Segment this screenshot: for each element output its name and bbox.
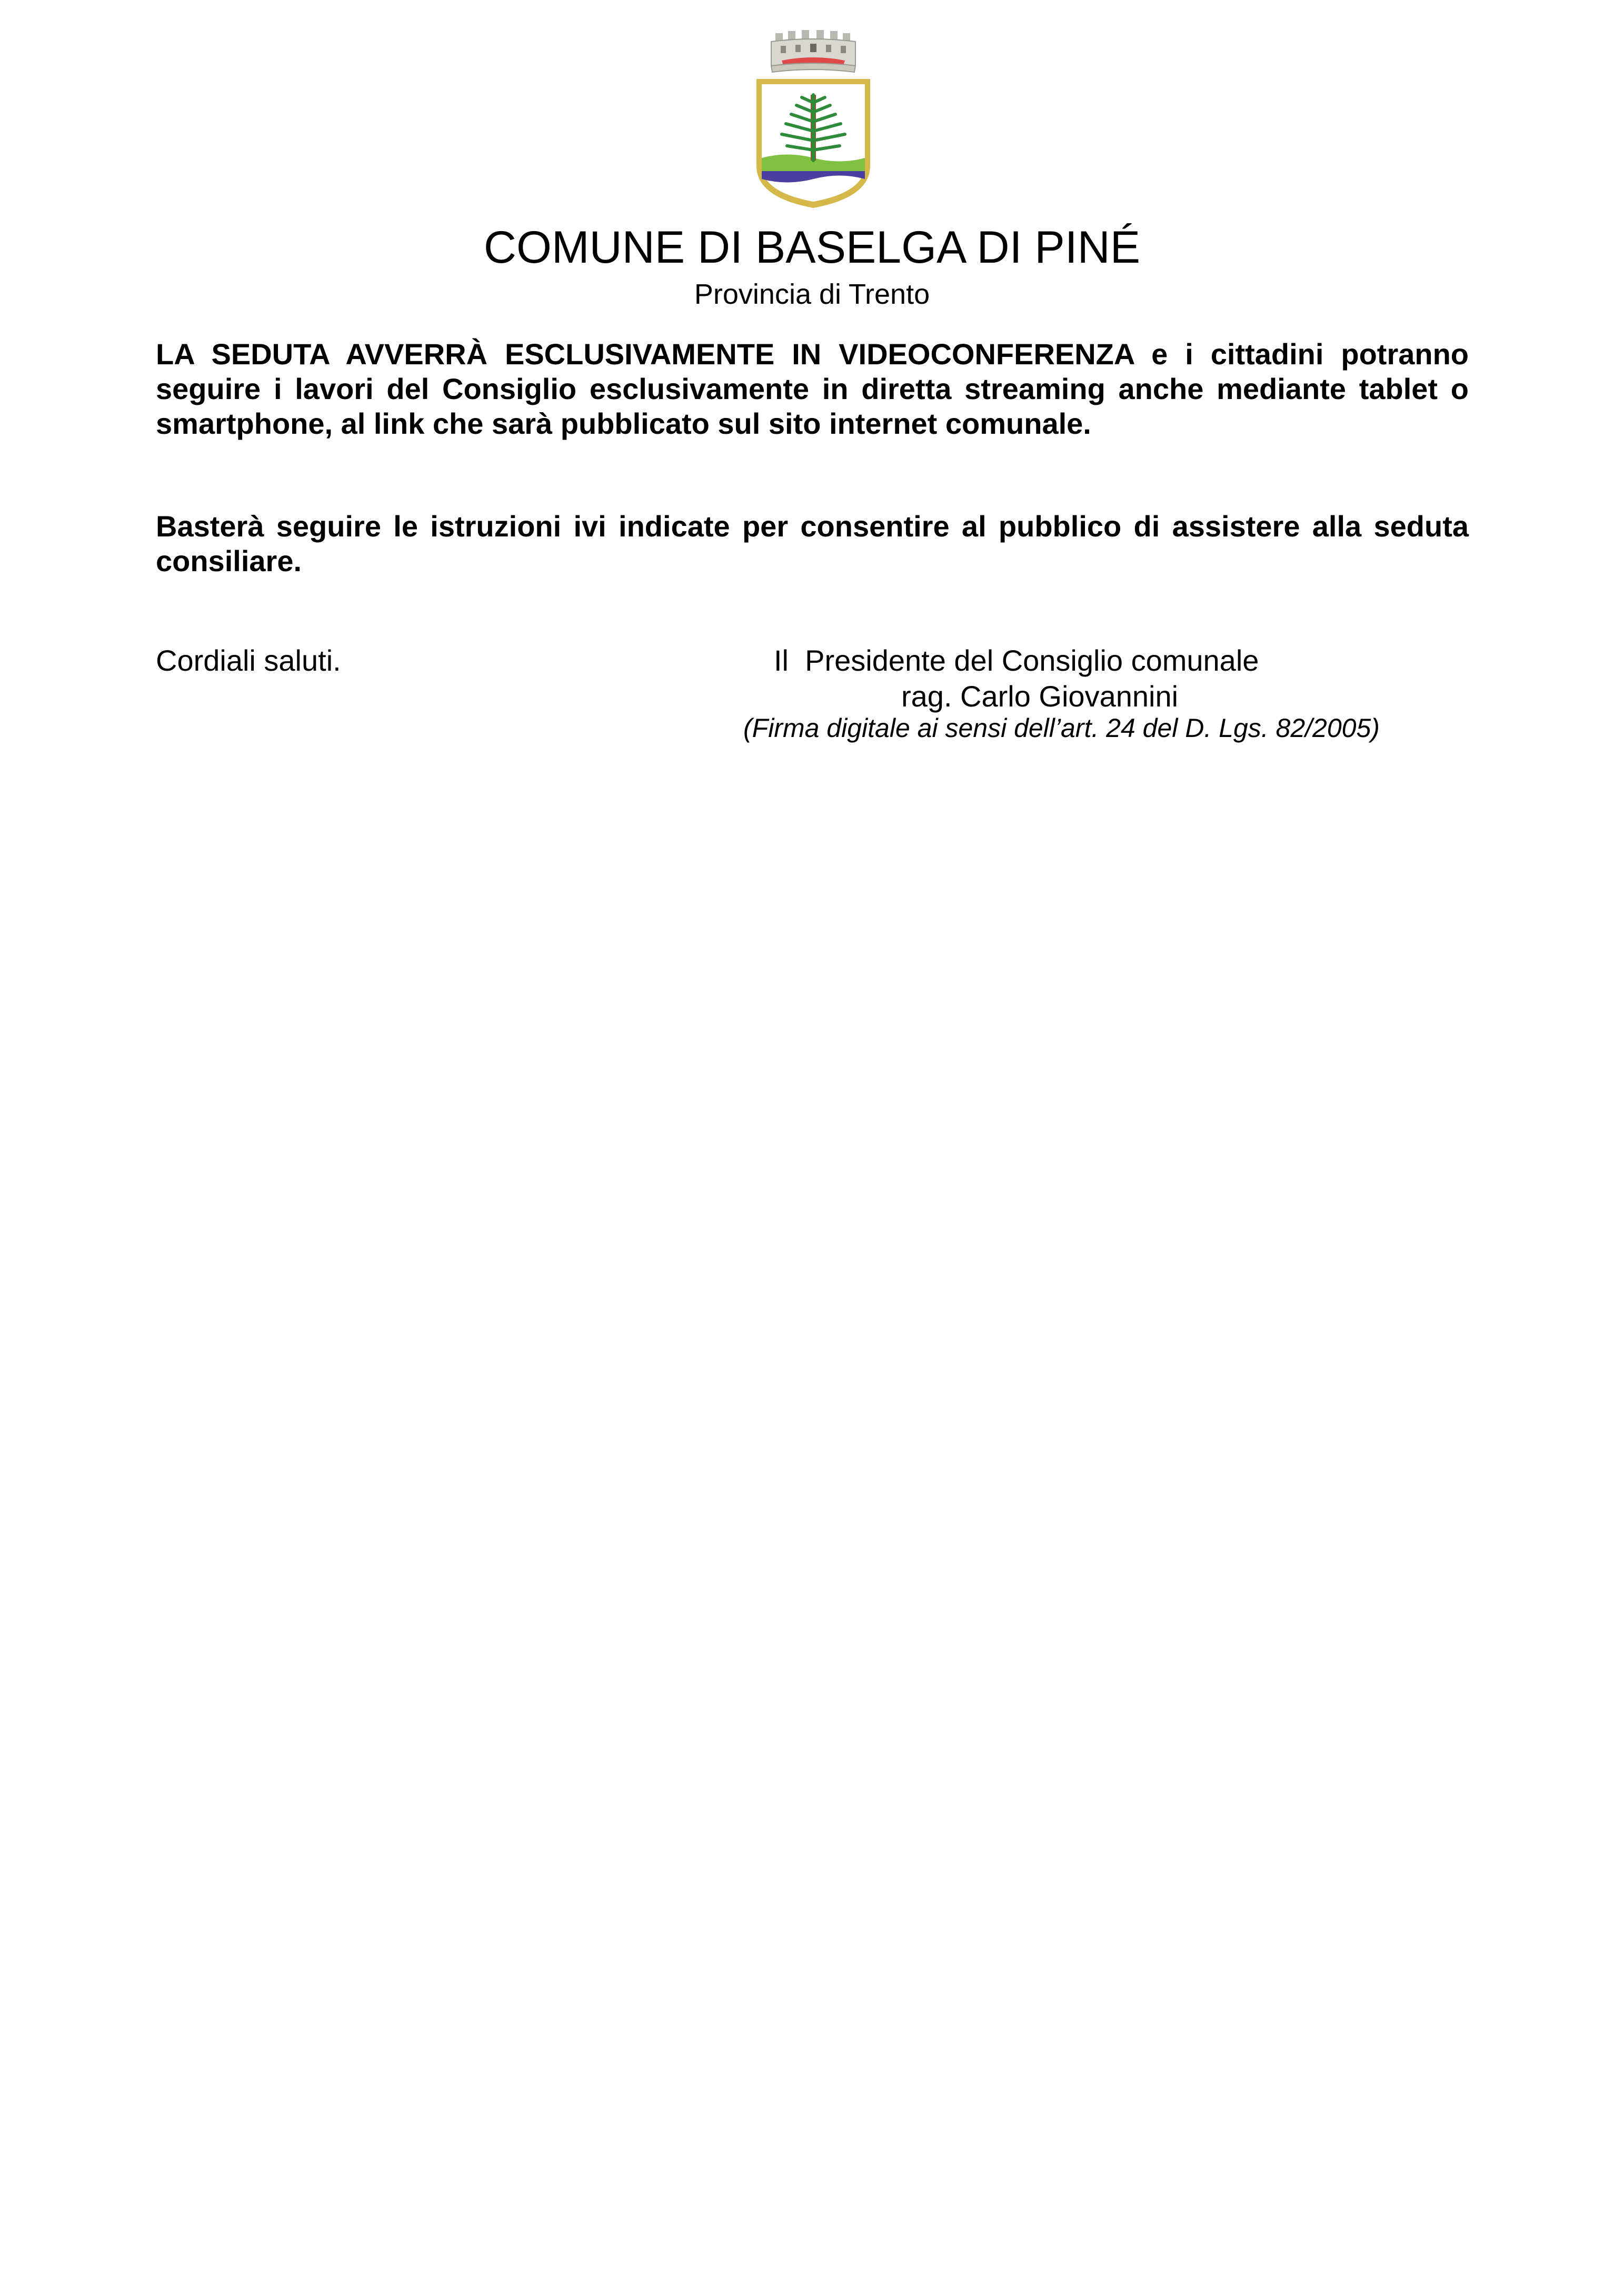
signature-note: (Firma digitale ai sensi dell’art. 24 del D. Lgs. 82/2005) [743,713,1380,743]
notice-paragraph-2: Basterà seguire le istruzioni ivi indicate per consentire al pubblico di assistere alla seduta consiliare. [156,510,1469,578]
page-subtitle: Provincia di Trento [694,278,930,310]
page-title: COMUNE DI BASELGA DI PINÉ [483,222,1141,273]
crown-icon [771,30,855,72]
municipal-coat-of-arms-icon [750,29,876,211]
signatory-name: rag. Carlo Giovannini [901,680,1179,713]
closing-greeting: Cordiali saluti. [156,644,341,677]
notice-paragraph-1: LA SEDUTA AVVERRÀ ESCLUSIVAMENTE IN VIDEOCONFERENZA e i cittadini potranno seguire i lavori del Consiglio esclusivamente in diretta streaming anche mediante tablet o smartphone, al link che sarà pubblicato sul sito internet comunale. [156,337,1469,440]
signatory-role: Il Presidente del Consiglio comunale [774,644,1259,677]
